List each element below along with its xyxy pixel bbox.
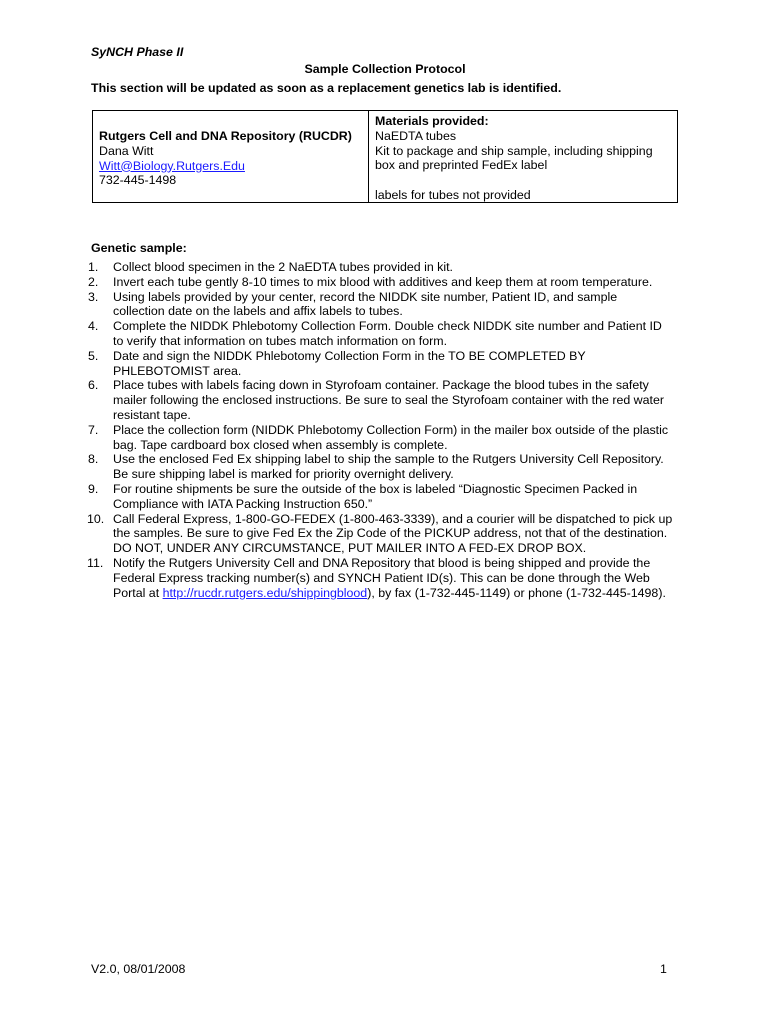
step-number: 6.: [88, 378, 99, 393]
step-text: Place the collection form (NIDDK Phlebotomy Collection Form) in the mailer box outside of the plastic: [113, 422, 669, 437]
contact-cell: [93, 111, 369, 202]
update-note: This section will be updated as soon as a replacement genetics lab is identified.: [91, 81, 562, 95]
step-number: 2.: [88, 274, 99, 289]
page-number: 1: [660, 962, 667, 976]
spacer: [375, 173, 677, 188]
step-item: [88, 481, 691, 512]
step-text: mailer following the enclosed instructions. Be sure to seal the Styrofoam container with the red water: [113, 393, 664, 408]
step-item: [87, 511, 691, 556]
step-number: 1.: [88, 260, 99, 274]
materials-item: NaEDTA tubes: [375, 128, 457, 143]
document-title: Sample Collection Protocol: [304, 62, 466, 76]
step-number: 8.: [88, 452, 99, 467]
materials-item: Kit to package and ship sample, including shipping: [375, 143, 653, 158]
step-text-prefix: Portal at: [113, 585, 163, 600]
step-text: the samples. Be sure to give Fed Ex the Zip Code of the PICKUP address, not that of the destination.: [113, 526, 668, 541]
step-number: 5.: [88, 348, 99, 363]
materials-cell: [369, 111, 677, 202]
step-text: Call Federal Express, 1-800-GO-FEDEX (1-800-463-3339), and a courier will be dispatched to pick up: [113, 511, 673, 526]
step-number: 4.: [88, 319, 99, 334]
version-footer: V2.0, 08/01/2008: [91, 962, 186, 976]
info-table: [92, 110, 678, 203]
step-text: Compliance with IATA Packing Instruction 650.”: [113, 496, 373, 511]
step-number: 10.: [87, 511, 105, 526]
step-item: [88, 289, 691, 320]
step-text: Be sure shipping label is marked for priority overnight delivery.: [113, 467, 454, 482]
step-text: PHLEBOTOMIST area.: [113, 363, 242, 378]
step-text-suffix: ), by fax (1-732-445-1149) or phone (1-732-445-1498).: [367, 585, 666, 600]
step-item: [88, 348, 691, 379]
step-item: [87, 555, 691, 600]
step-text: Invert each tube gently 8-10 times to mix blood with additives and keep them at room temperature.: [113, 274, 653, 289]
materials-item: box and preprinted FedEx label: [375, 158, 548, 173]
step-text: For routine shipments be sure the outside of the box is labeled “Diagnostic Specimen Packed in: [113, 481, 638, 496]
contact-email-link[interactable]: Witt@Biology.Rutgers.Edu: [99, 158, 245, 173]
step-number: 3.: [88, 289, 99, 304]
steps-list: [87, 260, 691, 600]
step-item: [88, 319, 691, 349]
step-item: [88, 422, 691, 453]
study-name: SyNCH Phase II: [91, 45, 184, 59]
materials-heading: Materials provided:: [375, 114, 489, 128]
step-text: collection date on the labels and affix labels to tubes.: [113, 304, 403, 319]
step-text: Complete the NIDDK Phlebotomy Collection Form. Double check NIDDK site number and Patient ID: [113, 319, 662, 334]
step-text: resistant tape.: [113, 407, 191, 422]
materials-item: labels for tubes not provided: [375, 187, 531, 202]
step-number: 11.: [87, 555, 104, 570]
step-item: [88, 274, 691, 290]
step-text: Federal Express tracking number(s) and SYNCH Patient ID(s). This can be done through the Web: [113, 570, 650, 585]
step-item: [88, 452, 691, 482]
shipping-portal-link[interactable]: http://rucdr.rutgers.edu/shippingblood: [162, 585, 368, 600]
contact-name: Dana Witt: [99, 143, 154, 158]
contact-phone: 732-445-1498: [99, 173, 177, 188]
step-text: Using labels provided by your center, record the NIDDK site number, Patient ID, and sample: [113, 289, 618, 304]
step-number: 7.: [88, 422, 99, 437]
step-text: Notify the Rutgers University Cell and DNA Repository that blood is being shipped and provide the: [113, 555, 651, 570]
step-item: [88, 378, 691, 422]
step-text: Place tubes with labels facing down in Styrofoam container. Package the blood tubes in the safety: [113, 378, 649, 393]
step-text: to verify that information on tubes match information on form.: [113, 333, 448, 348]
step-text: Date and sign the NIDDK Phlebotomy Collection Form in the TO BE COMPLETED BY: [113, 348, 586, 363]
step-text: DO NOT, UNDER ANY CIRCUMSTANCE, PUT MAILER INTO A FED-EX DROP BOX.: [113, 541, 587, 556]
step-text: Collect blood specimen in the 2 NaEDTA tubes provided in kit.: [113, 260, 454, 274]
step-text: [113, 586, 691, 601]
step-number: 9.: [88, 481, 99, 496]
contact-org: Rutgers Cell and DNA Repository (RUCDR): [99, 129, 352, 143]
step-text: bag. Tape cardboard box closed when assembly is complete.: [113, 437, 448, 452]
genetic-sample-heading: Genetic sample:: [91, 241, 187, 255]
step-text: Use the enclosed Fed Ex shipping label to ship the sample to the Rutgers University Cell Repository.: [113, 452, 664, 467]
step-item: [88, 260, 691, 275]
